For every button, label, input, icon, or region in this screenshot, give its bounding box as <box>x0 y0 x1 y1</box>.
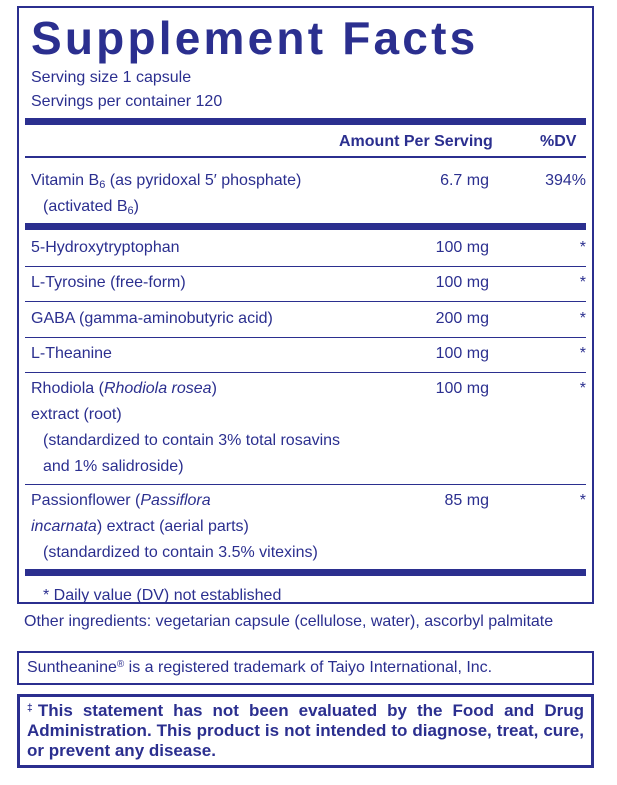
rhodiola-standardization: (standardized to contain 3% total rosavins <box>43 432 341 449</box>
passionflower-name: Passionflower (Passiflora <box>31 492 211 509</box>
ingredient-dv: * <box>579 239 586 256</box>
ingredient-amount: 100 mg <box>435 345 489 362</box>
trademark-notice: Suntheanine® is a registered trademark of Taiyo International, Inc. <box>17 651 594 685</box>
rhodiola-amount: 100 mg <box>435 380 489 397</box>
row-divider <box>25 372 586 373</box>
passionflower-extract: incarnata) extract (aerial parts) <box>31 518 249 535</box>
other-ingredients: Other ingredients: vegetarian capsule (cellulose, water), ascorbyl palmitate <box>24 613 554 630</box>
supplement-facts-panel <box>17 6 594 604</box>
passionflower-dv: * <box>579 492 586 509</box>
divider-thick <box>25 118 586 125</box>
servings-per-container: Servings per container 120 <box>31 93 223 110</box>
fda-disclaimer: ‡This statement has not been evaluated by the Food and Drug Administration. This product is not intended to diagnose, treat, cure, or prevent any disease. <box>17 694 594 768</box>
ingredient-name: 5-Hydroxytryptophan <box>31 239 180 256</box>
rhodiola-extract: extract (root) <box>31 406 122 423</box>
amount-header: Amount Per Serving <box>339 133 493 150</box>
row-divider <box>25 337 586 338</box>
vitamin-name: Vitamin $B_6$ (as pyridoxal 5′ phosphate) <box>31 172 302 191</box>
row-divider <box>25 484 586 485</box>
ingredient-name: L-Theanine <box>31 345 112 362</box>
divider-thick <box>25 223 586 230</box>
passionflower-amount: 85 mg <box>444 492 489 509</box>
ingredient-dv: * <box>579 345 586 362</box>
ingredient-dv: * <box>579 310 586 327</box>
rhodiola-dv: * <box>579 380 586 397</box>
ingredient-name: GABA (gamma-aminobutyric acid) <box>31 310 273 327</box>
row-divider <box>25 301 586 302</box>
divider-thick <box>25 569 586 576</box>
row-divider <box>25 266 586 267</box>
divider-thin <box>25 156 586 158</box>
ingredient-amount: 100 mg <box>435 274 489 291</box>
vitamin-dv: 394% <box>545 172 586 189</box>
panel-title: Supplement Facts <box>31 12 479 64</box>
ingredient-dv: * <box>579 274 586 291</box>
ingredient-amount: 100 mg <box>435 239 489 256</box>
passionflower-standardization: (standardized to contain 3.5% vitexins) <box>43 544 318 561</box>
dv-header: %DV <box>540 133 577 150</box>
daily-value-note: * Daily value (DV) not established <box>43 587 282 604</box>
vitamin-amount: 6.7 mg <box>440 172 489 189</box>
serving-size: Serving size 1 capsule <box>31 69 192 86</box>
ingredient-name: L-Tyrosine (free-form) <box>31 274 186 291</box>
ingredient-amount: 200 mg <box>435 310 489 327</box>
rhodiola-name: Rhodiola (Rhodiola rosea) <box>31 380 217 397</box>
rhodiola-standardization-cont: and 1% salidroside) <box>43 458 184 475</box>
vitamin-form: (activated $B_6$) <box>43 198 139 217</box>
